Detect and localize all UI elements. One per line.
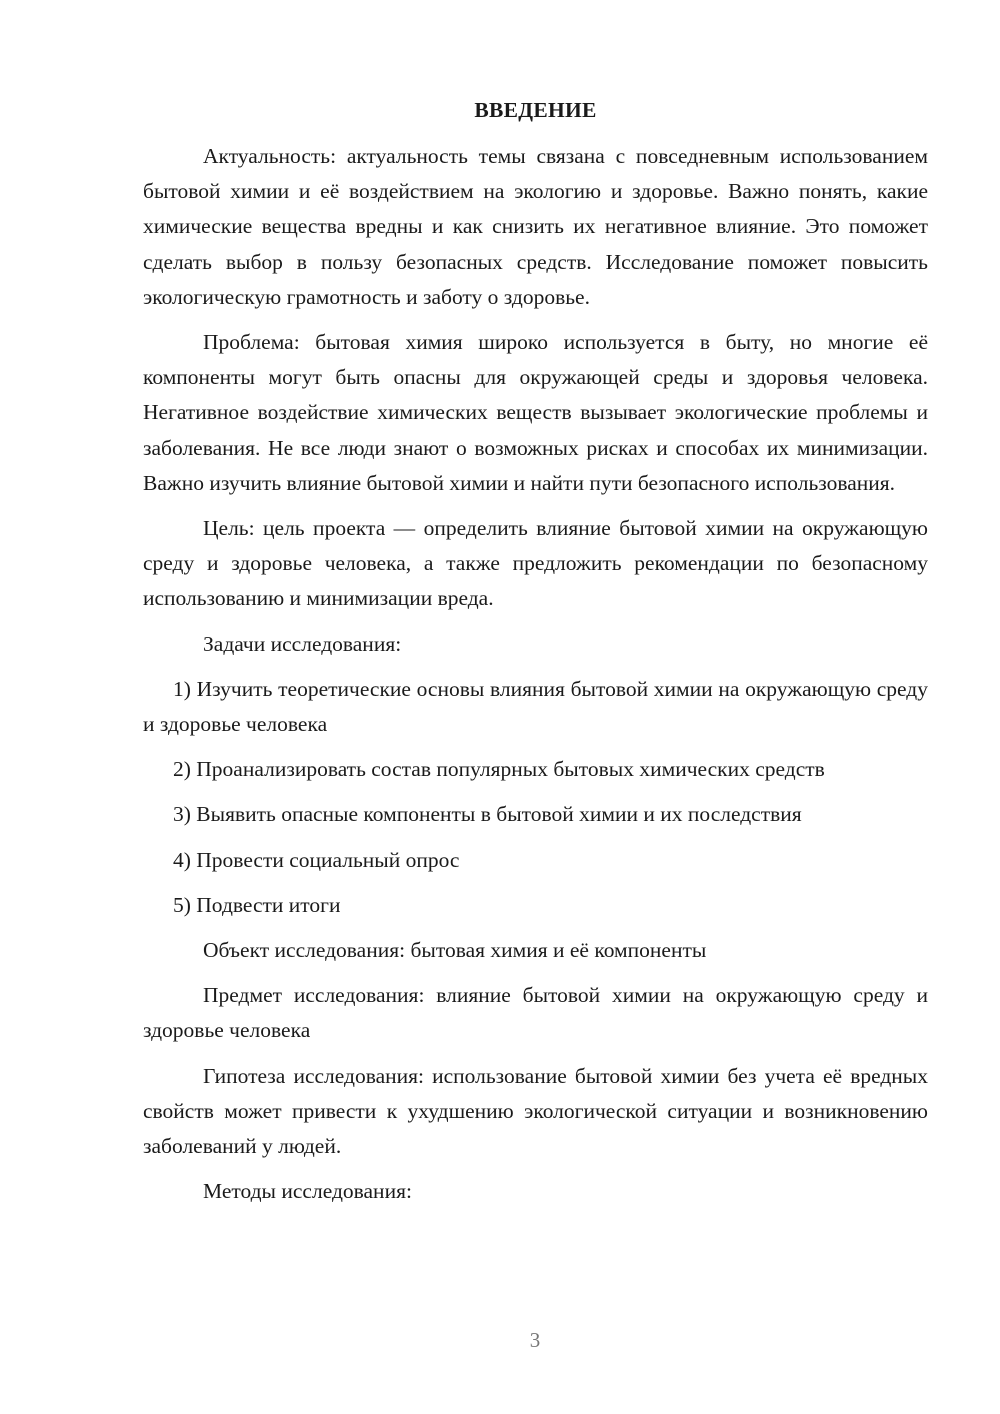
task-item-2: 2) Проанализировать состав популярных бытовых химических средств: [173, 757, 825, 782]
subject-paragraph: Предмет исследования: влияние бытовой химии на окружающую среду и здоровье человека: [143, 983, 928, 1043]
methods-heading: Методы исследования:: [203, 1179, 412, 1204]
section-title: ВВЕДЕНИЕ: [474, 98, 597, 122]
tasks-heading: Задачи исследования:: [203, 631, 402, 656]
hypothesis-paragraph: Гипотеза исследования: использование бытовой химии без учета её вредных свойств может привести к ухудшению экологической ситуации и возникновению заболеваний у людей.: [143, 1063, 928, 1159]
task-item-1: 1) Изучить теоретические основы влияния бытовой химии на окружающую среду и здоровье человека: [143, 676, 928, 737]
task-item-5: 5) Подвести итоги: [173, 892, 341, 917]
tasks-list: [143, 672, 928, 923]
document-page: [143, 95, 928, 1219]
task-item-3: 3) Выявить опасные компоненты в бытовой химии и их последствия: [173, 802, 802, 827]
object-paragraph: Объект исследования: бытовая химия и её компоненты: [203, 938, 707, 963]
relevance-paragraph: Актуальность: актуальность темы связана с повседневным использованием бытовой химии и её воздействием на экологию и здоровье. Важно понять, какие химические вещества вредны и как снизить их негативное влияние. Это поможет сделать выбор в пользу безопасных средств. Исследование поможет повысить экологическую грамотность и заботу о здоровье.: [143, 144, 928, 309]
goal-paragraph: Цель: цель проекта — определить влияние бытовой химии на окружающую среду и здоровье человека, а также предложить рекомендации по безопасному использованию и минимизации вреда.: [143, 516, 928, 611]
task-item-4: 4) Провести социальный опрос: [173, 847, 460, 872]
page-number: 3: [529, 1328, 541, 1352]
problem-paragraph: Проблема: бытовая химия широко используется в быту, но многие её компоненты могут быть опасны для окружающей среды и здоровья человека. Негативное воздействие химических веществ вызывает экологические проблемы и заболевания. Не все люди знают о возможных рисках и способах их минимизации. Важно изучить влияние бытовой химии и найти пути безопасного использования.: [143, 330, 928, 495]
